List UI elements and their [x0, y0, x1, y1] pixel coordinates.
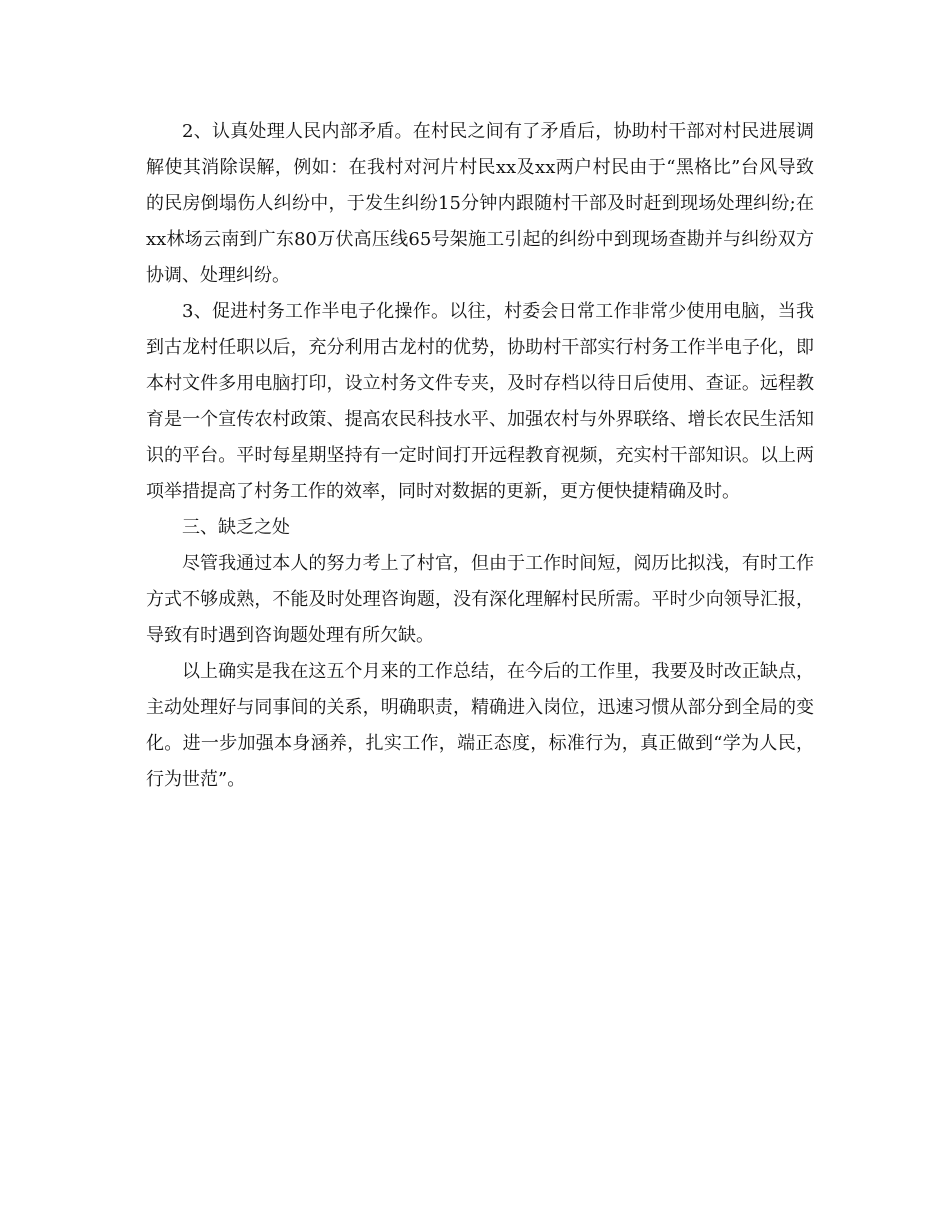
paragraph-shortcomings: 尽管我通过本人的努力考上了村官，但由于工作时间短，阅历比拟浅，有时工作方式不够成熟，不能及时处理咨询题，没有深化理解村民所需。平时少向领导汇报，导致有时遇到咨询题处理有所欠缺。 [146, 553, 814, 646]
section-heading-shortcomings: 三、缺乏之处 [182, 517, 290, 538]
paragraph-dispute-resolution: 2、认真处理人民内部矛盾。在村民之间有了矛盾后，协助村干部对村民进展调解使其消除误解，例如：在我村对河片村民xx及xx两户村民由于“黑格比”台风导致的民房倒塌伤人纠纷中，于发生纠纷15分钟内跟随村干部及时赶到现场处理纠纷;在xx林场云南到广东80万伏高压线65号架施工引起的纠纷中到现场查勘并与纠纷双方协调、处理纠纷。 [146, 121, 814, 286]
paragraph-conclusion: 以上确实是我在这五个月来的工作总结，在今后的工作里，我要及时改正缺点，主动处理好与同事间的关系，明确职责，精确进入岗位，迅速习惯从部分到全局的变化。进一步加强本身涵养，扎实工作，端正态度，标准行为，真正做到“学为人民，行为世范”。 [146, 661, 814, 790]
document-body [146, 114, 814, 798]
paragraph-digitization: 3、促进村务工作半电子化操作。以往，村委会日常工作非常少使用电脑，当我到古龙村任职以后，充分利用古龙村的优势，协助村干部实行村务工作半电子化，即本村文件多用电脑打印，设立村务文件专夹，及时存档以待日后使用、查证。远程教育是一个宣传农村政策、提高农民科技水平、加强农村与外界联络、增长农民生活知识的平台。平时每星期坚持有一定时间打开远程教育视频，充实村干部知识。以上两项举措提高了村务工作的效率，同时对数据的更新，更方便快捷精确及时。 [146, 301, 814, 502]
